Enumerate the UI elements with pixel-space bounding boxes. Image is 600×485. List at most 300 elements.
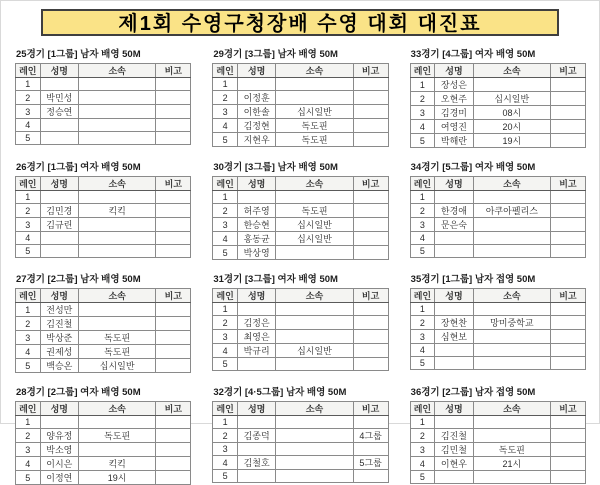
name-cell bbox=[237, 358, 276, 371]
lane-cell: 2 bbox=[213, 91, 238, 105]
header-row bbox=[16, 177, 191, 191]
team-cell bbox=[79, 91, 156, 105]
column-header: 레인 bbox=[410, 289, 435, 303]
team-cell bbox=[79, 303, 156, 317]
name-cell: 김종덕 bbox=[237, 429, 276, 443]
table-row bbox=[213, 358, 388, 371]
match-caption: 27경기 [2그룹] 남자 배영 50M bbox=[16, 274, 141, 285]
column-header: 비고 bbox=[550, 289, 585, 303]
team-cell bbox=[276, 78, 353, 91]
table-row bbox=[16, 345, 191, 359]
note-cell bbox=[550, 106, 585, 120]
match-block bbox=[410, 384, 586, 485]
team-cell bbox=[79, 119, 156, 132]
column-header: 비고 bbox=[550, 402, 585, 416]
name-cell: 박소영 bbox=[40, 443, 79, 457]
match-caption: 26경기 [1그룹] 여자 배영 50M bbox=[16, 162, 141, 173]
header-row bbox=[16, 289, 191, 303]
team-cell: 독도핀 bbox=[276, 133, 353, 147]
team-cell bbox=[276, 429, 353, 443]
lane-cell: 3 bbox=[213, 218, 238, 232]
note-cell bbox=[156, 218, 191, 232]
table-row bbox=[410, 357, 585, 370]
lane-cell: 5 bbox=[410, 134, 435, 148]
name-cell bbox=[40, 132, 79, 145]
match-block bbox=[212, 46, 388, 148]
note-cell bbox=[156, 132, 191, 145]
column-header: 소속 bbox=[276, 177, 353, 191]
column-header: 비고 bbox=[550, 64, 585, 78]
lane-table bbox=[410, 176, 586, 258]
lane-cell: 5 bbox=[16, 471, 41, 485]
name-cell: 김정현 bbox=[237, 119, 276, 133]
name-cell bbox=[40, 191, 79, 204]
table-row bbox=[410, 120, 585, 134]
column-header: 비고 bbox=[156, 289, 191, 303]
note-cell bbox=[353, 232, 388, 246]
team-cell bbox=[79, 78, 156, 91]
header-row bbox=[213, 177, 388, 191]
table-row bbox=[16, 105, 191, 119]
note-cell bbox=[353, 303, 388, 316]
team-cell: 독도핀 bbox=[79, 331, 156, 345]
match-block bbox=[212, 271, 388, 373]
lane-table bbox=[212, 176, 388, 260]
name-cell: 허주영 bbox=[237, 204, 276, 218]
note-cell bbox=[550, 218, 585, 232]
team-cell bbox=[473, 303, 550, 316]
column-header: 비고 bbox=[353, 64, 388, 78]
team-cell bbox=[473, 232, 550, 245]
column-header: 성명 bbox=[40, 177, 79, 191]
column-header: 성명 bbox=[237, 177, 276, 191]
note-cell bbox=[550, 357, 585, 370]
lane-cell: 5 bbox=[16, 359, 41, 373]
note-cell bbox=[550, 471, 585, 484]
column-header: 성명 bbox=[40, 402, 79, 416]
table-row bbox=[410, 316, 585, 330]
name-cell: 문은숙 bbox=[435, 218, 474, 232]
table-row bbox=[16, 416, 191, 429]
note-cell: 5그룹 bbox=[353, 456, 388, 470]
lane-cell: 2 bbox=[213, 316, 238, 330]
table-row bbox=[410, 92, 585, 106]
lane-table bbox=[212, 63, 388, 147]
name-cell bbox=[237, 470, 276, 483]
name-cell: 김진철 bbox=[40, 317, 79, 331]
table-row bbox=[410, 191, 585, 204]
note-cell bbox=[550, 316, 585, 330]
name-cell bbox=[435, 191, 474, 204]
page-title: 제1회 수영구청장배 수영 대회 대진표 bbox=[41, 9, 559, 36]
lane-cell: 2 bbox=[410, 316, 435, 330]
name-cell bbox=[435, 416, 474, 429]
team-cell bbox=[79, 416, 156, 429]
match-block bbox=[212, 159, 388, 260]
match-block bbox=[410, 271, 586, 373]
column-header: 소속 bbox=[473, 64, 550, 78]
note-cell bbox=[156, 317, 191, 331]
match-caption: 36경기 [2그룹] 남자 접영 50M bbox=[410, 387, 536, 398]
column-header: 레인 bbox=[410, 402, 435, 416]
table-row bbox=[16, 191, 191, 204]
column-header: 성명 bbox=[40, 64, 79, 78]
lane-cell: 4 bbox=[213, 232, 238, 246]
lane-cell: 2 bbox=[410, 92, 435, 106]
table-row bbox=[213, 470, 388, 483]
lane-cell: 1 bbox=[410, 191, 435, 204]
note-cell bbox=[353, 218, 388, 232]
table-row bbox=[410, 106, 585, 120]
name-cell: 이시은 bbox=[40, 457, 79, 471]
name-cell bbox=[40, 232, 79, 245]
table-row bbox=[213, 204, 388, 218]
team-cell: 19시 bbox=[473, 134, 550, 148]
lane-table bbox=[410, 288, 586, 370]
column-header: 성명 bbox=[435, 64, 474, 78]
lane-cell: 4 bbox=[213, 456, 238, 470]
note-cell bbox=[156, 359, 191, 373]
name-cell: 이한솔 bbox=[237, 105, 276, 119]
team-cell: 21시 bbox=[473, 457, 550, 471]
lane-cell: 3 bbox=[410, 218, 435, 232]
lane-cell: 1 bbox=[410, 78, 435, 92]
column-header: 레인 bbox=[213, 289, 238, 303]
note-cell bbox=[353, 105, 388, 119]
note-cell bbox=[550, 416, 585, 429]
table-row bbox=[16, 245, 191, 258]
name-cell bbox=[435, 471, 474, 484]
lane-cell: 3 bbox=[410, 106, 435, 120]
table-row bbox=[410, 471, 585, 484]
column-header: 성명 bbox=[40, 289, 79, 303]
note-cell: 4그룹 bbox=[353, 429, 388, 443]
table-row bbox=[410, 330, 585, 344]
name-cell bbox=[435, 245, 474, 258]
lane-cell: 2 bbox=[16, 429, 41, 443]
lane-table bbox=[410, 401, 586, 484]
note-cell bbox=[353, 246, 388, 260]
note-cell bbox=[353, 119, 388, 133]
name-cell: 한승현 bbox=[237, 218, 276, 232]
name-cell: 박상영 bbox=[237, 246, 276, 260]
note-cell bbox=[550, 204, 585, 218]
name-cell bbox=[237, 78, 276, 91]
team-cell: 독도핀 bbox=[79, 429, 156, 443]
team-cell bbox=[79, 132, 156, 145]
note-cell bbox=[156, 91, 191, 105]
table-row bbox=[16, 331, 191, 345]
team-cell bbox=[276, 443, 353, 456]
name-cell: 박상준 bbox=[40, 331, 79, 345]
note-cell bbox=[353, 443, 388, 456]
note-cell bbox=[156, 416, 191, 429]
match-caption: 31경기 [3그룹] 여자 배영 50M bbox=[213, 274, 338, 285]
team-cell: 십시일반 bbox=[473, 92, 550, 106]
note-cell bbox=[353, 316, 388, 330]
team-cell bbox=[79, 105, 156, 119]
note-cell bbox=[550, 191, 585, 204]
column-header: 레인 bbox=[410, 64, 435, 78]
column-header: 소속 bbox=[276, 64, 353, 78]
header-row bbox=[213, 402, 388, 416]
note-cell bbox=[550, 134, 585, 148]
name-cell bbox=[435, 357, 474, 370]
column-header: 레인 bbox=[410, 177, 435, 191]
table-row bbox=[213, 218, 388, 232]
lane-cell: 2 bbox=[213, 429, 238, 443]
team-cell bbox=[79, 245, 156, 258]
table-row bbox=[410, 303, 585, 316]
note-cell bbox=[156, 471, 191, 485]
team-cell: 십시일반 bbox=[276, 105, 353, 119]
team-cell bbox=[473, 218, 550, 232]
name-cell bbox=[40, 416, 79, 429]
table-row bbox=[410, 245, 585, 258]
note-cell bbox=[353, 330, 388, 344]
match-block bbox=[15, 46, 191, 148]
team-cell bbox=[79, 191, 156, 204]
team-cell bbox=[276, 246, 353, 260]
table-row bbox=[410, 457, 585, 471]
header-row bbox=[213, 289, 388, 303]
lane-cell: 1 bbox=[16, 78, 41, 91]
column-header: 소속 bbox=[276, 289, 353, 303]
team-cell: 08시 bbox=[473, 106, 550, 120]
column-header: 성명 bbox=[435, 402, 474, 416]
team-cell: 십시일반 bbox=[276, 218, 353, 232]
note-cell bbox=[550, 330, 585, 344]
team-cell: 독도핀 bbox=[473, 443, 550, 457]
name-cell: 김경미 bbox=[435, 106, 474, 120]
note-cell bbox=[156, 303, 191, 317]
header-row bbox=[410, 289, 585, 303]
lane-cell: 5 bbox=[213, 470, 238, 483]
name-cell: 김민철 bbox=[435, 443, 474, 457]
name-cell: 박민성 bbox=[40, 91, 79, 105]
team-cell bbox=[276, 91, 353, 105]
table-row bbox=[213, 119, 388, 133]
table-row bbox=[16, 317, 191, 331]
column-header: 레인 bbox=[16, 64, 41, 78]
table-row bbox=[213, 303, 388, 316]
header-row bbox=[410, 402, 585, 416]
team-cell bbox=[276, 330, 353, 344]
table-row bbox=[16, 471, 191, 485]
team-cell bbox=[276, 416, 353, 429]
lane-cell: 4 bbox=[213, 344, 238, 358]
column-header: 레인 bbox=[16, 402, 41, 416]
note-cell bbox=[156, 429, 191, 443]
team-cell: 독도핀 bbox=[79, 345, 156, 359]
team-cell bbox=[79, 232, 156, 245]
note-cell bbox=[550, 232, 585, 245]
lane-cell: 2 bbox=[16, 204, 41, 218]
note-cell bbox=[550, 245, 585, 258]
lane-cell: 3 bbox=[410, 330, 435, 344]
team-cell: 19시 bbox=[79, 471, 156, 485]
name-cell: 홍동균 bbox=[237, 232, 276, 246]
note-cell bbox=[353, 358, 388, 371]
name-cell: 최영은 bbox=[237, 330, 276, 344]
table-row bbox=[410, 443, 585, 457]
header-row bbox=[213, 64, 388, 78]
lane-cell: 4 bbox=[16, 457, 41, 471]
lane-cell: 4 bbox=[16, 232, 41, 245]
lane-table bbox=[15, 401, 191, 485]
team-cell: 독도핀 bbox=[276, 119, 353, 133]
name-cell bbox=[40, 245, 79, 258]
team-cell bbox=[79, 218, 156, 232]
lane-cell: 4 bbox=[16, 119, 41, 132]
team-cell: 독도핀 bbox=[276, 204, 353, 218]
name-cell: 김민경 bbox=[40, 204, 79, 218]
team-cell bbox=[473, 191, 550, 204]
name-cell: 지현우 bbox=[237, 133, 276, 147]
name-cell: 한경애 bbox=[435, 204, 474, 218]
lane-cell: 5 bbox=[410, 471, 435, 484]
note-cell bbox=[550, 78, 585, 92]
column-header: 레인 bbox=[16, 289, 41, 303]
lane-cell: 5 bbox=[213, 246, 238, 260]
lane-cell: 4 bbox=[410, 232, 435, 245]
match-caption: 25경기 [1그룹] 남자 배영 50M bbox=[16, 49, 141, 60]
column-header: 비고 bbox=[353, 402, 388, 416]
name-cell bbox=[237, 191, 276, 204]
name-cell: 백승온 bbox=[40, 359, 79, 373]
match-block bbox=[410, 46, 586, 148]
team-cell bbox=[473, 78, 550, 92]
table-row bbox=[410, 232, 585, 245]
column-header: 비고 bbox=[156, 177, 191, 191]
table-row bbox=[213, 330, 388, 344]
note-cell bbox=[550, 344, 585, 357]
name-cell: 김규린 bbox=[40, 218, 79, 232]
column-header: 성명 bbox=[435, 177, 474, 191]
lane-cell: 1 bbox=[213, 191, 238, 204]
lane-cell: 5 bbox=[213, 358, 238, 371]
lane-cell: 4 bbox=[410, 120, 435, 134]
name-cell: 김철호 bbox=[237, 456, 276, 470]
team-cell: 십시일반 bbox=[276, 232, 353, 246]
table-row bbox=[213, 191, 388, 204]
note-cell bbox=[156, 331, 191, 345]
team-cell bbox=[473, 471, 550, 484]
name-cell bbox=[435, 303, 474, 316]
note-cell bbox=[353, 78, 388, 91]
team-cell bbox=[473, 416, 550, 429]
table-row bbox=[410, 344, 585, 357]
note-cell bbox=[550, 303, 585, 316]
table-row bbox=[213, 105, 388, 119]
lane-cell: 3 bbox=[16, 218, 41, 232]
table-row bbox=[410, 204, 585, 218]
column-header: 소속 bbox=[276, 402, 353, 416]
lane-cell: 1 bbox=[16, 303, 41, 317]
team-cell bbox=[473, 330, 550, 344]
lane-cell: 5 bbox=[16, 132, 41, 145]
team-cell: 킥킥 bbox=[79, 457, 156, 471]
team-cell bbox=[79, 443, 156, 457]
note-cell bbox=[353, 91, 388, 105]
column-header: 성명 bbox=[237, 64, 276, 78]
lane-cell: 3 bbox=[16, 331, 41, 345]
lane-cell: 4 bbox=[213, 119, 238, 133]
lane-cell: 1 bbox=[213, 416, 238, 429]
lane-table bbox=[410, 63, 586, 148]
name-cell: 심현보 bbox=[435, 330, 474, 344]
note-cell bbox=[156, 345, 191, 359]
team-cell bbox=[276, 316, 353, 330]
team-cell bbox=[79, 317, 156, 331]
name-cell bbox=[435, 232, 474, 245]
lane-cell: 2 bbox=[16, 91, 41, 105]
table-row bbox=[410, 416, 585, 429]
lane-cell: 4 bbox=[410, 457, 435, 471]
name-cell: 여영진 bbox=[435, 120, 474, 134]
lane-cell: 3 bbox=[213, 330, 238, 344]
table-row bbox=[213, 429, 388, 443]
name-cell bbox=[237, 443, 276, 456]
lane-cell: 4 bbox=[16, 345, 41, 359]
name-cell: 정승연 bbox=[40, 105, 79, 119]
team-cell bbox=[473, 245, 550, 258]
column-header: 소속 bbox=[473, 177, 550, 191]
team-cell: 킥킥 bbox=[79, 204, 156, 218]
team-cell bbox=[276, 456, 353, 470]
table-row bbox=[213, 344, 388, 358]
team-cell bbox=[473, 357, 550, 370]
lane-cell: 1 bbox=[213, 78, 238, 91]
table-row bbox=[410, 429, 585, 443]
lane-cell: 5 bbox=[16, 245, 41, 258]
bracket-grid bbox=[1, 42, 599, 485]
note-cell bbox=[156, 204, 191, 218]
note-cell bbox=[156, 245, 191, 258]
note-cell bbox=[156, 232, 191, 245]
column-header: 성명 bbox=[435, 289, 474, 303]
team-cell: 20시 bbox=[473, 120, 550, 134]
team-cell bbox=[276, 191, 353, 204]
lane-cell: 1 bbox=[410, 416, 435, 429]
column-header: 레인 bbox=[213, 402, 238, 416]
table-row bbox=[213, 91, 388, 105]
table-row bbox=[16, 78, 191, 91]
note-cell bbox=[550, 120, 585, 134]
name-cell bbox=[237, 416, 276, 429]
team-cell: 십시일반 bbox=[79, 359, 156, 373]
lane-table bbox=[15, 63, 191, 145]
lane-cell: 3 bbox=[16, 105, 41, 119]
name-cell: 전성만 bbox=[40, 303, 79, 317]
note-cell bbox=[353, 204, 388, 218]
match-caption: 32경기 [4·5그룹] 남자 배영 50M bbox=[213, 387, 347, 398]
name-cell: 김진철 bbox=[435, 429, 474, 443]
lane-table bbox=[15, 288, 191, 373]
table-row bbox=[16, 232, 191, 245]
note-cell bbox=[353, 416, 388, 429]
table-row bbox=[16, 132, 191, 145]
name-cell: 김정은 bbox=[237, 316, 276, 330]
match-caption: 33경기 [4그룹] 여자 배영 50M bbox=[410, 49, 536, 60]
lane-table bbox=[15, 176, 191, 258]
lane-cell: 4 bbox=[410, 344, 435, 357]
name-cell: 장현찬 bbox=[435, 316, 474, 330]
note-cell bbox=[156, 443, 191, 457]
note-cell bbox=[550, 457, 585, 471]
lane-table bbox=[212, 288, 388, 371]
team-cell bbox=[473, 429, 550, 443]
